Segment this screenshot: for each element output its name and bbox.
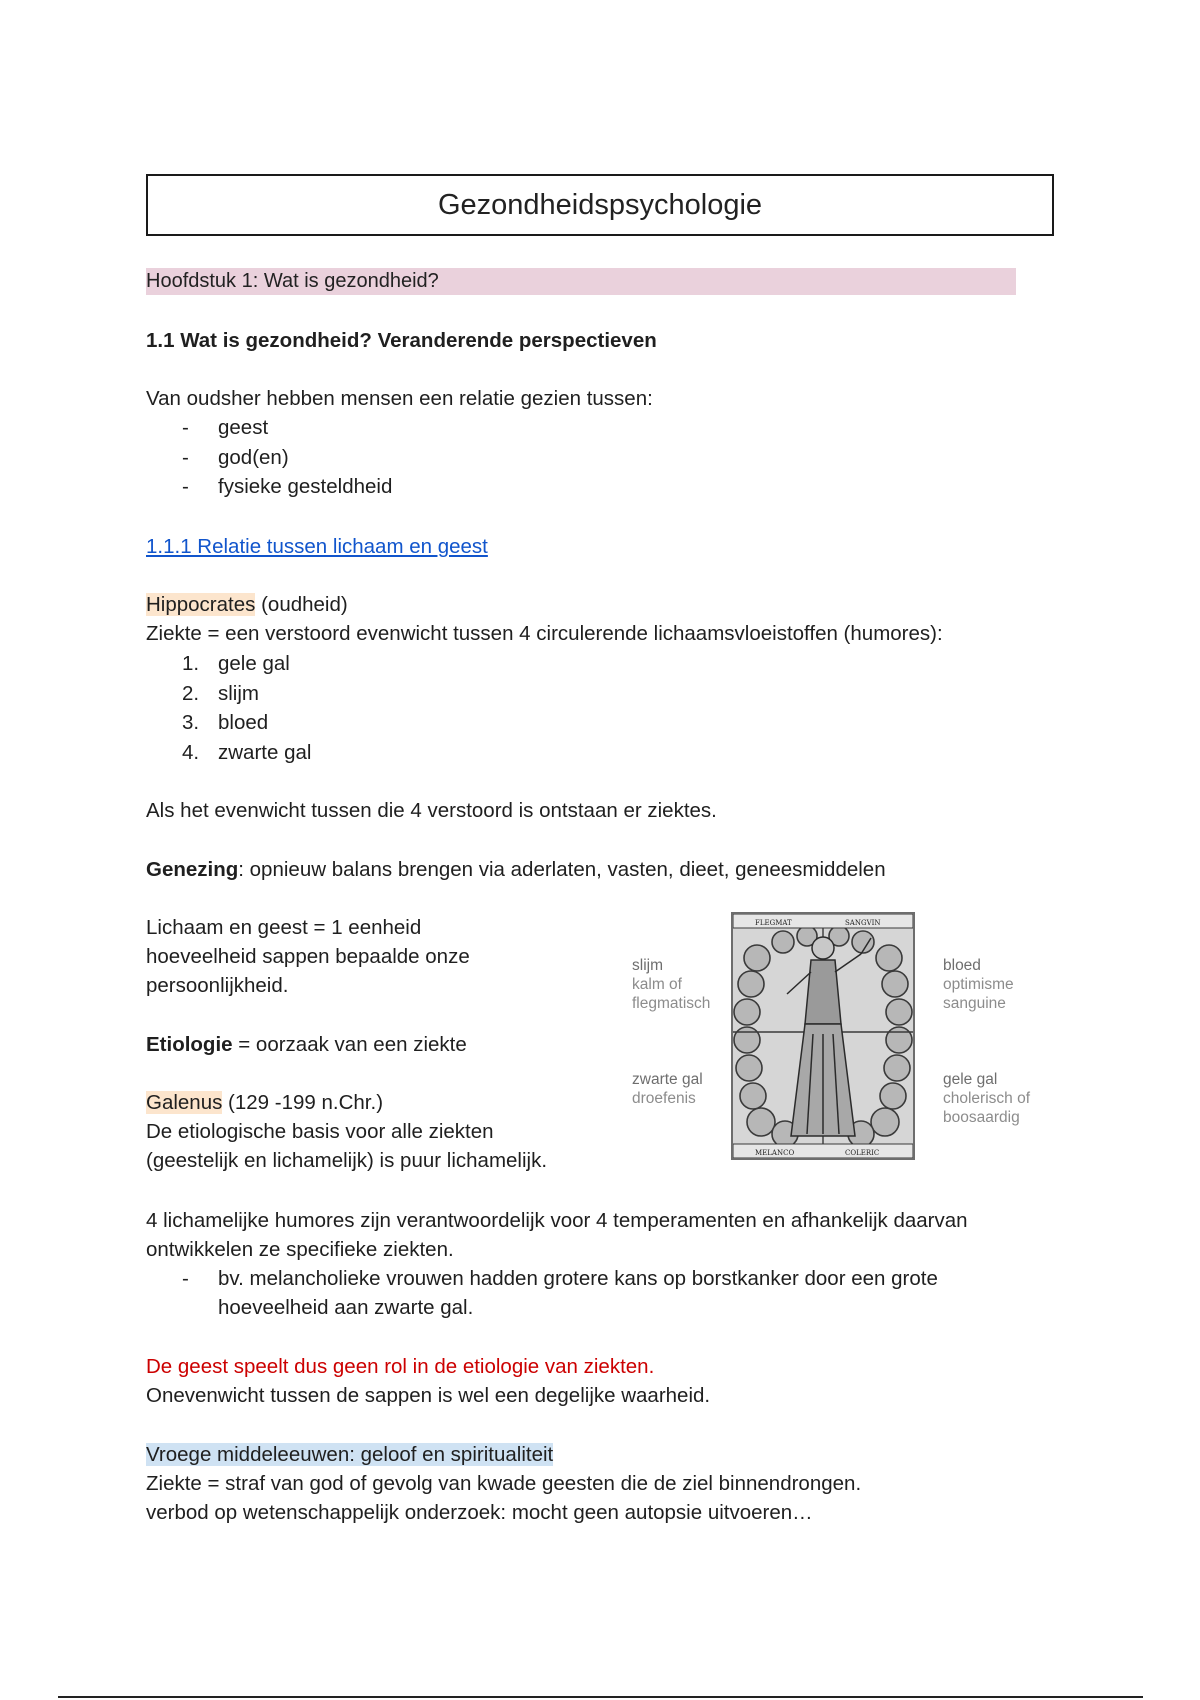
list-item: - fysieke gesteldheid <box>146 472 392 502</box>
hippocrates-name: Hippocrates <box>146 593 256 616</box>
unity-line: Lichaam en geest = 1 eenheid <box>146 916 422 939</box>
figure-label-black-bile: zwarte gal droefenis <box>632 1071 703 1107</box>
figure-label-blood: bloed optimisme sanguine <box>943 957 1014 1012</box>
middle-ages-line: verbod op wetenschappelijk onderzoek: mocht geen autopsie uitvoeren… <box>146 1501 813 1524</box>
unity-line: persoonlijkheid. <box>146 974 289 997</box>
example-line: bv. melancholieke vrouwen hadden grotere kans op borstkanker door een grote <box>218 1267 938 1290</box>
galenus-name: Galenus <box>146 1091 223 1114</box>
middle-ages-heading: Vroege middeleeuwen: geloof en spiritualiteit <box>146 1443 554 1466</box>
hippocrates-heading: Hippocrates (oudheid) <box>146 593 348 616</box>
woodcut-label-sangvin: SANGVIN <box>845 919 881 927</box>
chapter-heading: Hoofdstuk 1: Wat is gezondheid? <box>146 268 1016 295</box>
dash-bullet: - <box>182 475 189 498</box>
woodcut-label-melanco: MELANCO <box>755 1149 795 1157</box>
imbalance-text: Als het evenwicht tussen die 4 verstoord is ontstaan er ziektes. <box>146 799 717 822</box>
intro-list <box>146 413 392 502</box>
dash-bullet: - <box>182 445 189 469</box>
intro-text: Van oudsher hebben mensen een relatie gezien tussen: <box>146 387 653 410</box>
imbalance-reality: Onevenwicht tussen de sappen is wel een degelijke waarheid. <box>146 1384 711 1407</box>
page-bottom-divider <box>58 1696 1143 1698</box>
dash-bullet: - <box>182 416 189 439</box>
humors-list <box>146 649 311 767</box>
four-humors-figure <box>628 912 1048 1162</box>
list-item: 4. zwarte gal <box>182 740 312 764</box>
galenus-line: (geestelijk en lichamelijk) is puur lichamelijk. <box>146 1149 548 1172</box>
temperaments-line: ontwikkelen ze specifieke ziekten. <box>146 1238 454 1261</box>
list-item: - geest <box>146 413 392 443</box>
example-line: hoeveelheid aan zwarte gal. <box>218 1296 474 1319</box>
unity-line: hoeveelheid sappen bepaalde onze <box>146 945 470 968</box>
woodcut-label-flegmat: FLEGMAT <box>755 919 792 927</box>
document-title: Gezondheidspsychologie <box>146 174 1054 236</box>
hippocrates-definition: Ziekte = een verstoord evenwicht tussen 4 circulerende lichaamsvloeistoffen (humores): <box>146 622 943 645</box>
galenus-line: De etiologische basis voor alle ziekten <box>146 1120 494 1143</box>
list-item: 2. slijm <box>182 681 259 705</box>
temperaments-line: 4 lichamelijke humores zijn verantwoordelijk voor 4 temperamenten en afhankelijk daarvan <box>146 1209 968 1232</box>
woodcut-label-coleric: COLERIC <box>845 1149 880 1157</box>
four-temperaments-woodcut <box>731 912 915 1160</box>
galenus-heading: Galenus (129 -199 n.Chr.) <box>146 1091 384 1114</box>
etiology-term: Etiologie <box>146 1033 233 1056</box>
healing-term: Genezing <box>146 858 239 881</box>
figure-label-yellow-bile: gele gal cholerisch of boosaardig <box>943 1071 1031 1126</box>
figure-label-phlegm: slijm kalm of flegmatisch <box>632 957 711 1012</box>
etiology-text: Etiologie = oorzaak van een ziekte <box>146 1033 467 1056</box>
list-item: 1. gele gal <box>182 652 290 675</box>
list-item: - god(en) <box>146 443 392 473</box>
woodcut-illustration <box>733 914 913 1158</box>
red-statement: De geest speelt dus geen rol in de etiologie van ziekten. <box>146 1355 655 1378</box>
subsection-link[interactable]: 1.1.1 Relatie tussen lichaam en geest <box>146 535 488 558</box>
middle-ages-line: Ziekte = straf van god of gevolg van kwade geesten die de ziel binnendrongen. <box>146 1472 862 1495</box>
healing-text: Genezing: opnieuw balans brengen via aderlaten, vasten, dieet, geneesmiddelen <box>146 858 886 881</box>
section-heading: 1.1 Wat is gezondheid? Veranderende perspectieven <box>146 329 657 352</box>
dash-bullet: - <box>182 1267 189 1290</box>
list-item: 3. bloed <box>182 711 269 734</box>
